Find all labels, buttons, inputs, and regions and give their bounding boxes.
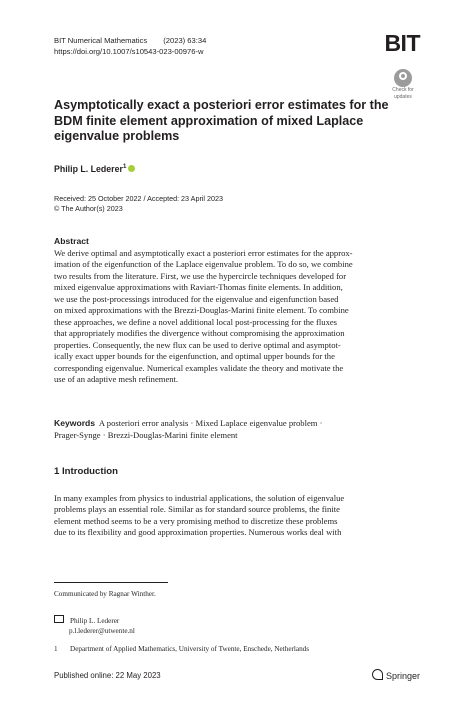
introduction-body (54, 493, 420, 539)
check-updates-line1: Check for (392, 87, 414, 93)
abstract-line: properties. Consequently, the new flux can be used to derive optimal and asymptot- (54, 339, 341, 350)
affiliation-text: Department of Applied Mathematics, University of Twente, Enschede, Netherlands (70, 645, 310, 653)
author-name[interactable]: Philip L. Lederer (54, 164, 123, 174)
abstract-heading: Abstract (54, 236, 89, 246)
keywords-label: Keywords (54, 418, 96, 428)
journal-ref: (2023) 63:34 (163, 36, 207, 45)
title-line: Asymptotically exact a posteriori error estimates for the (54, 98, 389, 112)
abstract-line: use of an adaptive mesh refinement. (54, 373, 179, 384)
contact-email[interactable]: p.l.lederer@utwente.nl (69, 627, 135, 635)
author-line (54, 164, 135, 174)
abstract-line: We derive optimal and asymptotically exact a posteriori error estimates for the approx- (54, 248, 353, 258)
publisher-name: Springer (385, 671, 420, 681)
envelope-icon (54, 615, 64, 623)
abstract-line: these approaches, we define a novel additional local post-processing for the fluxes (54, 316, 338, 327)
bit-logo: BIT (384, 30, 420, 56)
abstract-line: that appropriately modifies the divergence without compromising the approximation (54, 328, 345, 339)
abstract-line: we use the post-processings introduced for the eigenvalue and eigenfunction based (54, 293, 339, 304)
keywords (54, 418, 420, 441)
check-updates-icon (394, 69, 412, 87)
springer-horse-icon (372, 669, 383, 680)
intro-line: problems plays an essential role. Similar as for standard source problems, the finite (54, 504, 340, 515)
abstract-line: ically exact upper bounds for the eigenfunction, and optimal upper bounds for the (54, 351, 335, 362)
contact-name: Philip L. Lederer (70, 617, 120, 625)
author-affil-sup: 1 (122, 164, 127, 171)
abstract-line: mixed eigenvalue approximations with Raviart-Thomas finite elements. In addition, (54, 282, 343, 293)
abstract-line: on mixed approximations with the Brezzi-Douglas-Marini finite element. To combine (54, 305, 349, 316)
journal-header (54, 35, 206, 57)
springer-logo (372, 669, 420, 681)
check-updates-line2: updates (394, 93, 412, 100)
published-online: Published online: 22 May 2023 (54, 671, 161, 680)
received-accepted: Received: 25 October 2022 / Accepted: 23 April 2023 (54, 194, 224, 203)
title-line: BDM finite element approximation of mixed Laplace (54, 113, 364, 128)
keywords-line: A posteriori error analysis · Mixed Laplace eigenvalue problem · (98, 418, 323, 428)
abstract-body (54, 248, 420, 385)
abstract-line: corresponding eigenvalue. Numerical examples validate the theory and motivate the (54, 362, 344, 373)
paper-title (54, 98, 414, 145)
footnote-divider (54, 582, 168, 583)
copyright: © The Author(s) 2023 (54, 204, 123, 213)
abstract-line: imation of the eigenfunction of the Laplace eigenvalue problem. To do so, we combine (54, 259, 353, 270)
journal-name: BIT Numerical Mathematics (54, 36, 148, 45)
orcid-icon[interactable] (128, 165, 135, 172)
contact-block (54, 615, 135, 636)
intro-line: due to its flexibility and good approximation properties. Numerous works deal with (54, 527, 342, 538)
affiliation-number: 1 (54, 645, 58, 653)
communicated-by: Communicated by Ragnar Winther. (54, 590, 156, 598)
introduction-heading: 1 Introduction (54, 466, 118, 477)
intro-line: In many examples from physics to industrial applications, the solution of eigenvalue (54, 493, 345, 503)
article-dates (54, 194, 223, 214)
intro-line: element method seems to be a very promising method to discretize these problems (54, 515, 338, 526)
doi-link[interactable]: https://doi.org/10.1007/s10543-023-00976-w (54, 47, 204, 56)
keywords-line: Prager-Synge · Brezzi-Douglas-Marini finite element (54, 429, 238, 440)
affiliation (54, 645, 309, 653)
title-line: eigenvalue problems (54, 129, 180, 143)
abstract-line: two results from the literature. First, we use the hypercircle techniques developed for (54, 270, 347, 281)
